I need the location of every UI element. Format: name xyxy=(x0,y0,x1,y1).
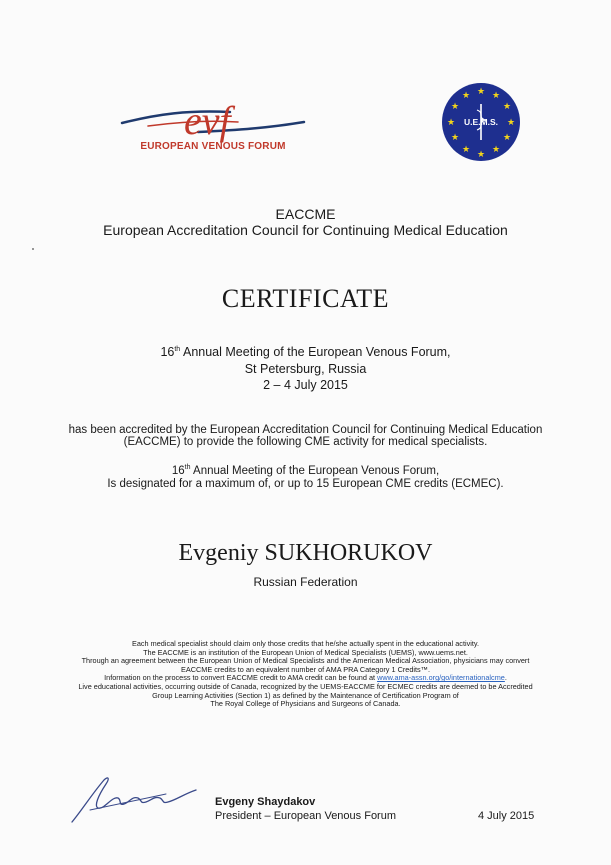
uems-emblem xyxy=(441,82,521,162)
svg-text:★: ★ xyxy=(476,87,486,97)
event-ordinal-suffix: th xyxy=(174,345,181,353)
eaccme-full-name: European Accreditation Council for Continuing Medical Education xyxy=(103,222,508,238)
designation-ordinal-suffix: th xyxy=(184,464,191,472)
recipient-name: Evgeniy SUKHORUKOV xyxy=(178,540,433,566)
event-location: St Petersburg, Russia xyxy=(244,362,367,376)
svg-text:★: ★ xyxy=(461,145,471,155)
signature-graphic xyxy=(68,770,203,828)
fine-print-line: Group Learning Activities (Section 1) as defined by the Maintenance of Certification Program of xyxy=(152,690,459,700)
signature-date: 4 July 2015 xyxy=(478,810,535,822)
certificate-title: CERTIFICATE xyxy=(221,284,390,313)
designation-line-1-rest: Annual Meeting of the European Venous Forum, xyxy=(190,465,440,477)
designation-line-1 xyxy=(0,465,611,477)
evf-mark: evf xyxy=(184,98,231,143)
svg-text:★: ★ xyxy=(446,118,456,128)
fine-print-line: Live educational activities, occurring outside of Canada, recognized by the UEMS-EACCME for ECMEC credits are deemed to be Accredited xyxy=(78,681,533,691)
fine-print-line: The EACCME is an institution of the European Union of Medical Specialists (UEMS), www.uems.net. xyxy=(143,647,468,657)
svg-text:★: ★ xyxy=(461,91,471,101)
event-name-rest: Annual Meeting of the European Venous Forum, xyxy=(180,345,451,359)
fine-print-line: EACCME credits to an equivalent number of AMA PRA Category 1 Credits™. xyxy=(180,664,431,674)
signatory-title: President – European Venous Forum xyxy=(215,810,397,822)
designation-ordinal-number: 16 xyxy=(171,465,185,477)
accreditation-line-1: has been accredited by the European Accreditation Council for Continuing Medical Education xyxy=(68,424,543,436)
svg-text:★: ★ xyxy=(450,102,460,112)
svg-text:★: ★ xyxy=(491,145,501,155)
svg-text:★: ★ xyxy=(476,150,486,160)
svg-text:★: ★ xyxy=(502,102,512,112)
fine-print-line: Through an agreement between the European Union of Medical Specialists and the American Medical Association, physicians may convert xyxy=(81,656,530,666)
recipient-country: Russian Federation xyxy=(253,575,358,589)
uems-text: U.E.M.S. xyxy=(463,117,499,127)
evf-caption: EUROPEAN VENOUS FORUM xyxy=(140,141,286,152)
uems-logo xyxy=(441,82,521,162)
fine-print-line: Each medical specialist should claim only those credits that he/she actually spent in the educational activity. xyxy=(131,639,480,648)
svg-text:★: ★ xyxy=(450,133,460,143)
ama-link[interactable]: www.ama-assn.org/go/internationalcme xyxy=(377,673,505,683)
accreditation-line-2: (EACCME) to provide the following CME activity for medical specialists. xyxy=(123,436,488,448)
fine-print-line: The Royal College of Physicians and Surgeons of Canada. xyxy=(210,699,401,709)
designation-line-2: Is designated for a maximum of, or up to 15 European CME credits (ECMEC). xyxy=(107,478,504,490)
svg-text:★: ★ xyxy=(506,118,516,128)
stray-mark xyxy=(32,248,34,250)
fine-print xyxy=(0,640,611,709)
eaccme-abbreviation: EACCME xyxy=(275,206,336,222)
svg-text:★: ★ xyxy=(502,133,512,143)
event-name xyxy=(0,345,611,359)
handwritten-signature xyxy=(68,770,203,828)
event-ordinal-number: 16 xyxy=(160,345,175,359)
fine-print-text: Information on the process to convert EACCME credit to AMA credit can be found at xyxy=(104,673,378,683)
svg-text:★: ★ xyxy=(491,91,501,101)
fine-print-text: . xyxy=(504,673,507,683)
signatory-name: Evgeny Shaydakov xyxy=(215,796,316,808)
event-dates: 2 – 4 July 2015 xyxy=(263,378,348,392)
